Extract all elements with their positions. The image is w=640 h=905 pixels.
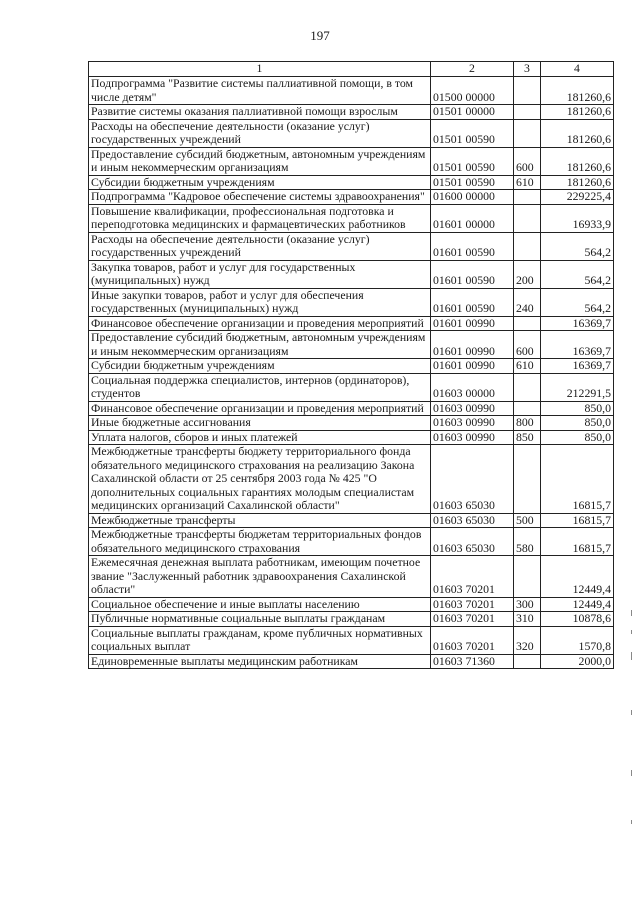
row-sum: 564,2 xyxy=(541,260,614,288)
table-row xyxy=(89,597,614,612)
row-name: Расходы на обеспечение деятельности (оказание услуг) государственных учреждений xyxy=(89,119,431,147)
row-name: Уплата налогов, сборов и иных платежей xyxy=(89,430,431,445)
table-row xyxy=(89,626,614,654)
row-code: 01603 70201 xyxy=(431,612,514,627)
row-sum: 16369,7 xyxy=(541,331,614,359)
row-name: Межбюджетные трансферты xyxy=(89,513,431,528)
header-col-4: 4 xyxy=(541,62,614,77)
row-type xyxy=(514,204,541,232)
row-sum: 850,0 xyxy=(541,416,614,431)
row-code: 01603 65030 xyxy=(431,513,514,528)
row-code: 01603 65030 xyxy=(431,445,514,514)
table-row xyxy=(89,175,614,190)
row-type: 310 xyxy=(514,612,541,627)
row-name: Субсидии бюджетным учреждениям xyxy=(89,359,431,374)
row-sum: 16369,7 xyxy=(541,316,614,331)
row-name: Межбюджетные трансферты бюджету территориального фонда обязательного медицинского страхования на реализацию Закона Сахалинской области от 25 сентября 2003 года № 425 "О дополнительных социальных гарантиях молодым специалистам медицинских организаций Сахалинской области" xyxy=(89,445,431,514)
row-sum: 564,2 xyxy=(541,232,614,260)
row-type: 600 xyxy=(514,147,541,175)
table-row xyxy=(89,401,614,416)
row-sum: 181260,6 xyxy=(541,147,614,175)
row-type: 610 xyxy=(514,359,541,374)
row-type: 200 xyxy=(514,260,541,288)
row-type: 600 xyxy=(514,331,541,359)
table-row xyxy=(89,232,614,260)
row-name: Закупка товаров, работ и услуг для государственных (муниципальных) нужд xyxy=(89,260,431,288)
row-name: Единовременные выплаты медицинским работникам xyxy=(89,654,431,669)
row-code: 01603 00990 xyxy=(431,401,514,416)
row-type xyxy=(514,77,541,105)
row-code: 01501 00590 xyxy=(431,175,514,190)
row-type xyxy=(514,654,541,669)
row-sum: 850,0 xyxy=(541,401,614,416)
row-code: 01601 00990 xyxy=(431,359,514,374)
row-code: 01601 00590 xyxy=(431,288,514,316)
row-sum: 16815,7 xyxy=(541,513,614,528)
row-name: Иные бюджетные ассигнования xyxy=(89,416,431,431)
row-type xyxy=(514,316,541,331)
row-code: 01603 00000 xyxy=(431,373,514,401)
row-code: 01500 00000 xyxy=(431,77,514,105)
row-type xyxy=(514,556,541,598)
row-sum: 10878,6 xyxy=(541,612,614,627)
row-sum: 12449,4 xyxy=(541,556,614,598)
row-sum: 181260,6 xyxy=(541,119,614,147)
row-name: Подпрограмма "Кадровое обеспечение системы здравоохранения" xyxy=(89,190,431,205)
row-type: 580 xyxy=(514,528,541,556)
row-code: 01603 00990 xyxy=(431,416,514,431)
table-row xyxy=(89,119,614,147)
row-code: 01601 00590 xyxy=(431,232,514,260)
table-row xyxy=(89,373,614,401)
row-name: Предоставление субсидий бюджетным, автономным учреждениям и иным некоммерческим организациям xyxy=(89,331,431,359)
row-sum: 16933,9 xyxy=(541,204,614,232)
row-code: 01501 00590 xyxy=(431,147,514,175)
row-code: 01600 00000 xyxy=(431,190,514,205)
row-sum: 2000,0 xyxy=(541,654,614,669)
row-type: 240 xyxy=(514,288,541,316)
row-code: 01601 00990 xyxy=(431,316,514,331)
row-sum: 16369,7 xyxy=(541,359,614,374)
row-code: 01603 71360 xyxy=(431,654,514,669)
row-sum: 212291,5 xyxy=(541,373,614,401)
row-code: 01603 70201 xyxy=(431,626,514,654)
row-name: Межбюджетные трансферты бюджетам территориальных фондов обязательного медицинского страхования xyxy=(89,528,431,556)
row-name: Повышение квалификации, профессиональная подготовка и переподготовка медицинских и фармацевтических работников xyxy=(89,204,431,232)
row-code: 01601 00990 xyxy=(431,331,514,359)
row-type xyxy=(514,190,541,205)
row-sum: 181260,6 xyxy=(541,175,614,190)
row-type: 500 xyxy=(514,513,541,528)
row-name: Социальное обеспечение и иные выплаты населению xyxy=(89,597,431,612)
table-row xyxy=(89,105,614,120)
row-type xyxy=(514,445,541,514)
table-row xyxy=(89,556,614,598)
row-type: 320 xyxy=(514,626,541,654)
row-sum: 12449,4 xyxy=(541,597,614,612)
row-sum: 850,0 xyxy=(541,430,614,445)
row-code: 01603 70201 xyxy=(431,597,514,612)
table-row xyxy=(89,316,614,331)
table-row xyxy=(89,204,614,232)
budget-table xyxy=(88,61,614,669)
row-code: 01603 00990 xyxy=(431,430,514,445)
row-code: 01601 00590 xyxy=(431,260,514,288)
row-sum: 16815,7 xyxy=(541,445,614,514)
row-code: 01601 00000 xyxy=(431,204,514,232)
table-row xyxy=(89,147,614,175)
row-name: Социальные выплаты гражданам, кроме публичных нормативных социальных выплат xyxy=(89,626,431,654)
row-code: 01501 00590 xyxy=(431,119,514,147)
table-row xyxy=(89,260,614,288)
row-name: Иные закупки товаров, работ и услуг для обеспечения государственных (муниципальных) нужд xyxy=(89,288,431,316)
table-row xyxy=(89,331,614,359)
row-type xyxy=(514,232,541,260)
row-sum: 229225,4 xyxy=(541,190,614,205)
row-sum: 181260,6 xyxy=(541,105,614,120)
table-row xyxy=(89,513,614,528)
row-type: 300 xyxy=(514,597,541,612)
row-code: 01603 70201 xyxy=(431,556,514,598)
table-row xyxy=(89,654,614,669)
row-name: Развитие системы оказания паллиативной помощи взрослым xyxy=(89,105,431,120)
row-name: Субсидии бюджетным учреждениям xyxy=(89,175,431,190)
row-sum: 1570,8 xyxy=(541,626,614,654)
table-row xyxy=(89,190,614,205)
page-number: 197 xyxy=(310,28,330,43)
row-name: Расходы на обеспечение деятельности (оказание услуг) государственных учреждений xyxy=(89,232,431,260)
row-name: Финансовое обеспечение организации и проведения мероприятий xyxy=(89,401,431,416)
row-sum: 181260,6 xyxy=(541,77,614,105)
row-type: 610 xyxy=(514,175,541,190)
table-row xyxy=(89,445,614,514)
table-header-row xyxy=(89,62,614,77)
scan-edge-marks xyxy=(628,590,636,850)
row-type: 800 xyxy=(514,416,541,431)
row-type: 850 xyxy=(514,430,541,445)
row-name: Финансовое обеспечение организации и проведения мероприятий xyxy=(89,316,431,331)
table-row xyxy=(89,77,614,105)
row-code: 01603 65030 xyxy=(431,528,514,556)
row-name: Подпрограмма "Развитие системы паллиативной помощи, в том числе детям" xyxy=(89,77,431,105)
table-row xyxy=(89,612,614,627)
row-name: Ежемесячная денежная выплата работникам, имеющим почетное звание "Заслуженный работник здравоохранения Сахалинской области" xyxy=(89,556,431,598)
table-row xyxy=(89,359,614,374)
row-sum: 16815,7 xyxy=(541,528,614,556)
table-row xyxy=(89,416,614,431)
row-code: 01501 00000 xyxy=(431,105,514,120)
header-col-3: 3 xyxy=(514,62,541,77)
row-type xyxy=(514,119,541,147)
row-name: Публичные нормативные социальные выплаты гражданам xyxy=(89,612,431,627)
row-name: Социальная поддержка специалистов, интернов (ординаторов), студентов xyxy=(89,373,431,401)
table-row xyxy=(89,430,614,445)
row-type xyxy=(514,373,541,401)
table-row xyxy=(89,288,614,316)
row-type xyxy=(514,401,541,416)
row-name: Предоставление субсидий бюджетным, автономным учреждениям и иным некоммерческим организациям xyxy=(89,147,431,175)
row-sum: 564,2 xyxy=(541,288,614,316)
header-col-1: 1 xyxy=(89,62,431,77)
header-col-2: 2 xyxy=(431,62,514,77)
row-type xyxy=(514,105,541,120)
table-row xyxy=(89,528,614,556)
